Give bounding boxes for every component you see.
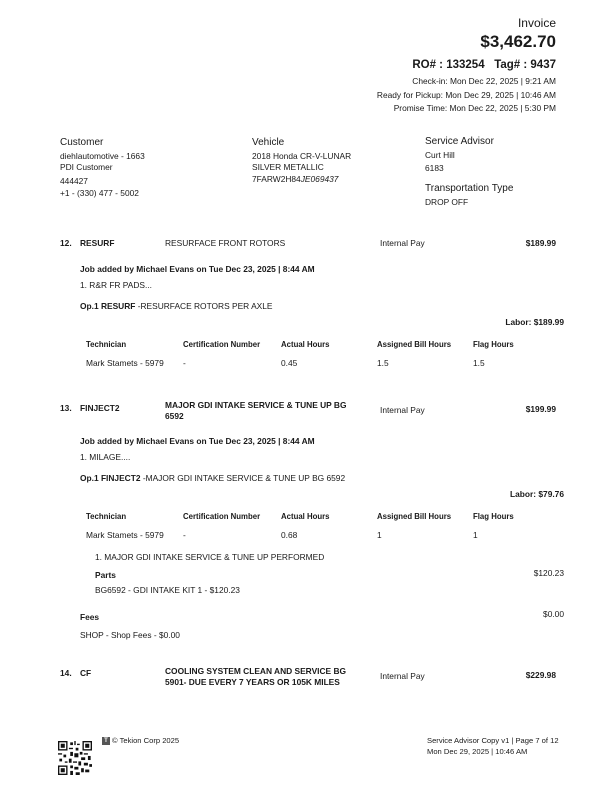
col-assigned-hours: Assigned Bill Hours: [377, 512, 452, 521]
actual-hours-value: 0.45: [281, 358, 298, 368]
ro-tag-line: [412, 59, 556, 71]
col-actual-hours: Actual Hours: [281, 340, 330, 349]
actual-hours-value: 0.68: [281, 530, 298, 540]
tag-label: Tag# :: [494, 59, 528, 71]
col-technician: Technician: [86, 512, 127, 521]
technician-name: Mark Stamets - 5979: [86, 358, 164, 368]
vin-prefix: 7FARW2H84: [252, 174, 301, 184]
job-amount: $229.98: [525, 670, 556, 680]
ro-number: 133254: [446, 59, 485, 71]
job-pay-type: Internal Pay: [380, 405, 425, 415]
performed-note: 1. MAJOR GDI INTAKE SERVICE & TUNE UP PERFORMED: [95, 552, 325, 562]
customer-phone: +1 - (330) 477 - 5002: [60, 188, 139, 198]
col-technician: Technician: [86, 340, 127, 349]
vehicle-heading: Vehicle: [252, 137, 285, 148]
operation-code: Op.1 RESURF: [80, 301, 136, 311]
parts-total: $120.23: [533, 568, 564, 578]
job-number: 12.: [60, 238, 72, 248]
advisor-heading: Service Advisor: [425, 136, 494, 147]
part-item: BG6592 - GDI INTAKE KIT 1 - $120.23: [95, 585, 240, 595]
certification-value: -: [183, 358, 186, 368]
job-title-line2: 6592: [165, 411, 184, 421]
qr-code-icon: [58, 741, 92, 775]
job-added-by: Job added by Michael Evans on Tue Dec 23, 2025 | 8:44 AM: [80, 436, 315, 446]
certification-value: -: [183, 530, 186, 540]
job-note: 1. MILAGE....: [80, 452, 131, 462]
copyright: © Tekion Corp 2025: [112, 736, 180, 745]
flag-hours-value: 1.5: [473, 358, 485, 368]
advisor-name: Curt Hill: [425, 150, 455, 160]
job-pay-type: Internal Pay: [380, 671, 425, 681]
labor-total: Labor: $79.76: [510, 489, 564, 499]
customer-id: 444427: [60, 176, 88, 186]
job-amount: $199.99: [525, 404, 556, 414]
job-title-line2: 5901- DUE EVERY 7 YEARS OR 105K MILES: [165, 677, 340, 687]
fees-total: $0.00: [543, 609, 564, 619]
vehicle-vin: [252, 174, 338, 184]
customer-type: PDI Customer: [60, 162, 113, 172]
operation-code: Op.1 FINJECT2: [80, 473, 141, 483]
job-pay-type: Internal Pay: [380, 238, 425, 248]
assigned-hours-value: 1.5: [377, 358, 389, 368]
customer-name: diehlautomotive - 1663: [60, 151, 145, 161]
col-flag-hours: Flag Hours: [473, 340, 514, 349]
invoice-total: $3,462.70: [480, 32, 556, 51]
operation-line: [80, 473, 345, 483]
job-title-line1: MAJOR GDI INTAKE SERVICE & TUNE UP BG: [165, 400, 347, 410]
col-flag-hours: Flag Hours: [473, 512, 514, 521]
col-assigned-hours: Assigned Bill Hours: [377, 340, 452, 349]
job-title: RESURFACE FRONT ROTORS: [165, 238, 286, 248]
transport-heading: Transportation Type: [425, 183, 514, 194]
operation-line: [80, 301, 273, 311]
vehicle-model: 2018 Honda CR-V-LUNAR: [252, 151, 352, 161]
vehicle-color: SILVER METALLIC: [252, 162, 324, 172]
ro-label: RO# :: [412, 59, 444, 71]
fee-item: SHOP - Shop Fees - $0.00: [80, 630, 180, 640]
job-code: CF: [80, 668, 92, 678]
job-title-line1: COOLING SYSTEM CLEAN AND SERVICE BG: [165, 666, 347, 676]
job-added-by: Job added by Michael Evans on Tue Dec 23, 2025 | 8:44 AM: [80, 264, 315, 274]
parts-label: Parts: [95, 570, 116, 580]
copy-info: Service Advisor Copy v1 | Page 7 of 12: [427, 736, 559, 745]
job-number: 13.: [60, 403, 72, 413]
col-certification: Certification Number: [183, 340, 261, 349]
fees-label: Fees: [80, 612, 100, 622]
advisor-number: 6183: [425, 163, 444, 173]
checkin-time: Check-in: Mon Dec 22, 2025 | 9:21 AM: [412, 76, 556, 86]
col-certification: Certification Number: [183, 512, 261, 521]
transport-value: DROP OFF: [425, 197, 469, 207]
vin-suffix: JE069437: [300, 174, 339, 184]
job-code: FINJECT2: [80, 403, 120, 413]
ready-time: Ready for Pickup: Mon Dec 29, 2025 | 10:46 AM: [376, 90, 556, 100]
assigned-hours-value: 1: [377, 530, 382, 540]
document-type: Invoice: [517, 16, 556, 30]
col-actual-hours: Actual Hours: [281, 512, 330, 521]
job-note: 1. R&R FR PADS...: [80, 280, 152, 290]
tag-number: 9437: [530, 59, 556, 71]
labor-total: Labor: $189.99: [505, 317, 564, 327]
flag-hours-value: 1: [473, 530, 478, 540]
job-amount: $189.99: [525, 238, 556, 248]
customer-heading: Customer: [60, 137, 104, 148]
job-code: RESURF: [80, 238, 115, 248]
tekion-logo-icon: T: [102, 737, 110, 745]
printed-time: Mon Dec 29, 2025 | 10:46 AM: [427, 747, 528, 756]
promise-time: Promise Time: Mon Dec 22, 2025 | 5:30 PM: [393, 103, 556, 113]
technician-name: Mark Stamets - 5979: [86, 530, 164, 540]
job-number: 14.: [60, 668, 72, 678]
operation-desc: -RESURFACE ROTORS PER AXLE: [135, 301, 273, 311]
operation-desc: -MAJOR GDI INTAKE SERVICE & TUNE UP BG 6592: [140, 473, 346, 483]
